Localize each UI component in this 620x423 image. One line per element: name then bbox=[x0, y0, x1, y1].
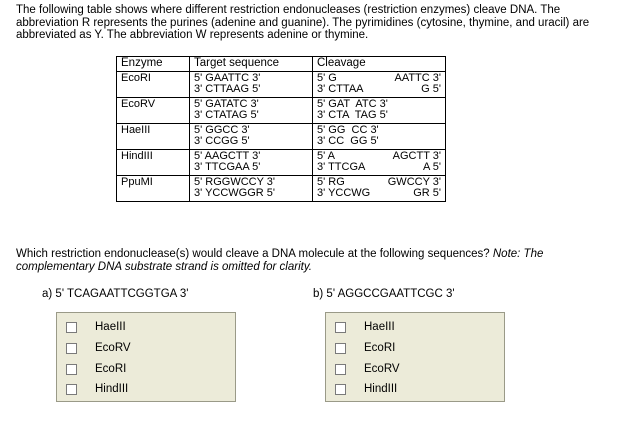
part-a-options bbox=[56, 312, 236, 402]
checkbox[interactable] bbox=[335, 384, 346, 395]
cleavage: 5' G AATTC 3' 3' CTTAA G 5' bbox=[313, 71, 446, 97]
option-a-hindiii[interactable]: HindIII bbox=[66, 381, 128, 397]
option-b-haeiii[interactable]: HaeIII bbox=[335, 319, 395, 335]
header-target-sequence: Target sequence bbox=[190, 57, 313, 72]
option-b-ecorv[interactable]: EcoRV bbox=[335, 361, 400, 377]
header-enzyme: Enzyme bbox=[117, 57, 190, 72]
table-row bbox=[117, 175, 446, 201]
option-a-ecori[interactable]: EcoRI bbox=[66, 361, 126, 377]
enzyme-name: HindIII bbox=[117, 149, 190, 175]
enzyme-name: PpuMI bbox=[117, 175, 190, 201]
part-b-label: b) 5' AGGCCGAATTCGC 3' bbox=[313, 288, 455, 300]
cleavage: 5' A AGCTT 3' 3' TTCGA A 5' bbox=[313, 149, 446, 175]
checkbox[interactable] bbox=[335, 343, 346, 354]
checkbox[interactable] bbox=[66, 384, 77, 395]
target-sequence: 5' RGGWCCY 3' 3' YCCWGGR 5' bbox=[190, 175, 313, 201]
target-sequence: 5' GATATC 3' 3' CTATAG 5' bbox=[190, 97, 313, 123]
question-note: Note: The complementary DNA substrate strand is omitted for clarity. bbox=[16, 248, 544, 273]
enzyme-name: EcoRV bbox=[117, 97, 190, 123]
table-row bbox=[117, 71, 446, 97]
checkbox[interactable] bbox=[335, 322, 346, 333]
option-a-ecorv[interactable]: EcoRV bbox=[66, 340, 131, 356]
option-b-ecori[interactable]: EcoRI bbox=[335, 340, 395, 356]
enzyme-name: HaeIII bbox=[117, 123, 190, 149]
target-sequence: 5' GAATTC 3' 3' CTTAAG 5' bbox=[190, 71, 313, 97]
cleavage: 5' GAT ATC 3' 3' CTA TAG 5' bbox=[313, 97, 446, 123]
intro-text: The following table shows where different restriction endonucleases (restriction enzymes) cleave DNA. The abbreviation R represents the purines (adenine and guanine). The pyrimidines (cytosine, thymine, and uracil) are abbreviated as Y. The abbreviation W represents adenine or thymine. bbox=[16, 4, 590, 41]
checkbox[interactable] bbox=[66, 343, 77, 354]
checkbox[interactable] bbox=[66, 364, 77, 375]
checkbox[interactable] bbox=[66, 322, 77, 333]
table-header-row bbox=[117, 57, 446, 72]
table-row bbox=[117, 149, 446, 175]
enzyme-name: EcoRI bbox=[117, 71, 190, 97]
table-row bbox=[117, 97, 446, 123]
question-text: Which restriction endonuclease(s) would cleave a DNA molecule at the following sequences? Note: The complementary DNA substrate strand is omitted for clarity. bbox=[16, 248, 544, 273]
cleavage: 5' GG CC 3' 3' CC GG 5' bbox=[313, 123, 446, 149]
header-cleavage: Cleavage bbox=[313, 57, 446, 72]
target-sequence: 5' AAGCTT 3' 3' TTCGAA 5' bbox=[190, 149, 313, 175]
part-b-options bbox=[325, 312, 505, 402]
cleavage: 5' RG GWCCY 3' 3' YCCWG GR 5' bbox=[313, 175, 446, 201]
part-a-label: a) 5' TCAGAATTCGGTGA 3' bbox=[42, 288, 189, 300]
table-row bbox=[117, 123, 446, 149]
checkbox[interactable] bbox=[335, 364, 346, 375]
option-a-haeiii[interactable]: HaeIII bbox=[66, 319, 126, 335]
option-b-hindiii[interactable]: HindIII bbox=[335, 381, 397, 397]
restriction-enzyme-table bbox=[116, 56, 446, 202]
target-sequence: 5' GGCC 3' 3' CCGG 5' bbox=[190, 123, 313, 149]
